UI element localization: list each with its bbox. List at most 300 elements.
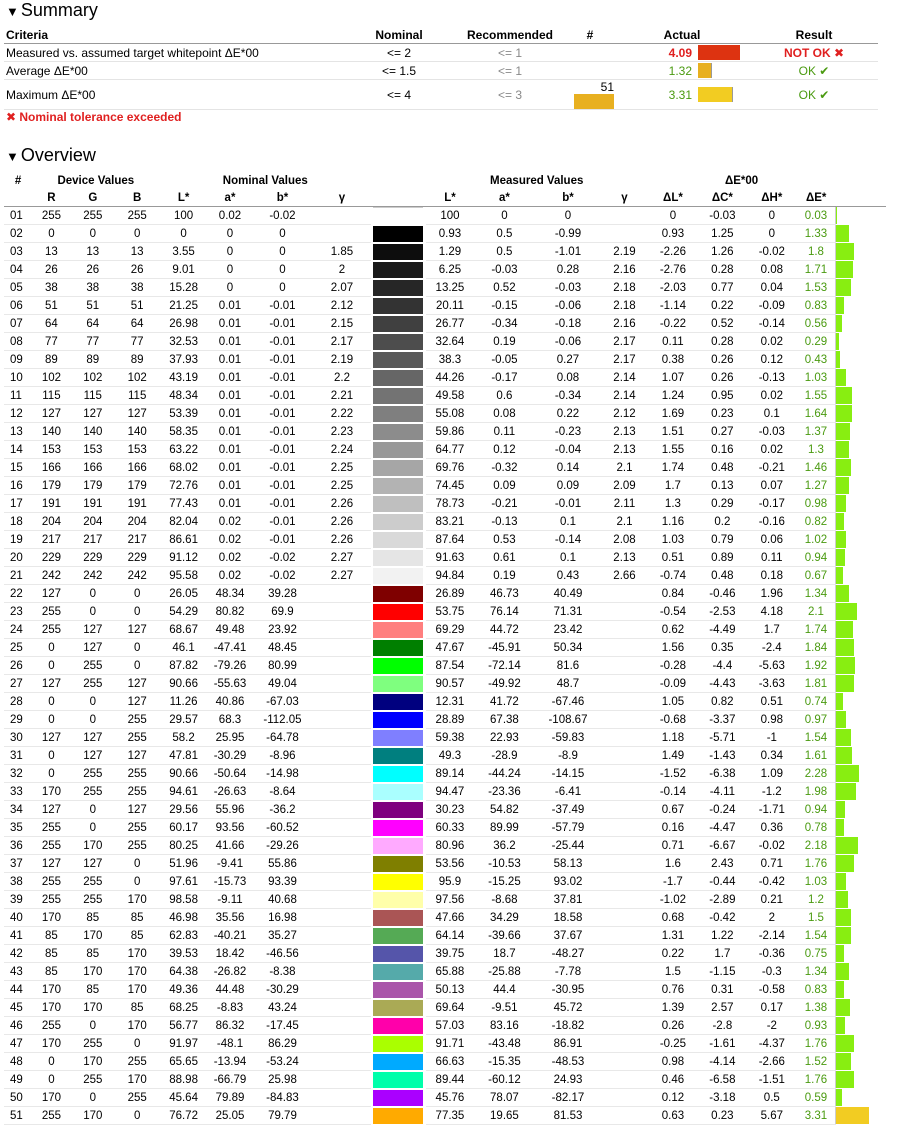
device-b: 127 bbox=[115, 693, 159, 711]
measured-l: 87.64 bbox=[426, 531, 474, 549]
delta-e-bar-cell bbox=[835, 1017, 886, 1035]
nominal-a: 0 bbox=[208, 243, 252, 261]
delta-l: -2.03 bbox=[648, 279, 698, 297]
measured-gamma bbox=[601, 1053, 647, 1071]
measured-b: 0.28 bbox=[535, 261, 602, 279]
delta-l: 1.69 bbox=[648, 405, 698, 423]
measured-l: 57.03 bbox=[426, 1017, 474, 1035]
nominal-gamma bbox=[313, 873, 372, 891]
overview-row bbox=[4, 387, 886, 405]
delta-l: 1.56 bbox=[648, 639, 698, 657]
measured-b: 23.42 bbox=[535, 621, 602, 639]
device-b: 170 bbox=[115, 1071, 159, 1089]
measured-gamma: 2.12 bbox=[601, 405, 647, 423]
swatch-cell bbox=[371, 567, 425, 585]
measured-l: 94.84 bbox=[426, 567, 474, 585]
actual-value: 4.09 bbox=[614, 44, 698, 62]
measured-b: -6.41 bbox=[535, 783, 602, 801]
delta-c: -5.71 bbox=[698, 729, 746, 747]
recommended-value: <= 3 bbox=[454, 80, 566, 110]
measured-l: 45.76 bbox=[426, 1089, 474, 1107]
nominal-l: 68.02 bbox=[159, 459, 207, 477]
measured-a: 19.65 bbox=[474, 1107, 535, 1125]
measured-gamma: 2.16 bbox=[601, 261, 647, 279]
device-r: 77 bbox=[32, 333, 70, 351]
nominal-gamma bbox=[313, 783, 372, 801]
delta-e-bar bbox=[836, 657, 855, 674]
nominal-b: -0.01 bbox=[252, 513, 313, 531]
delta-h: -2.4 bbox=[747, 639, 797, 657]
measured-a: -0.05 bbox=[474, 351, 535, 369]
measured-l: 30.23 bbox=[426, 801, 474, 819]
color-swatch bbox=[373, 532, 423, 548]
measured-gamma: 2.11 bbox=[601, 495, 647, 513]
measured-gamma bbox=[601, 639, 647, 657]
color-swatch bbox=[373, 928, 423, 944]
color-swatch bbox=[373, 892, 423, 908]
device-g: 0 bbox=[71, 693, 115, 711]
swatch-cell bbox=[371, 279, 425, 297]
delta-h: -2 bbox=[747, 1017, 797, 1035]
color-swatch bbox=[373, 460, 423, 476]
delta-e: 2.18 bbox=[797, 837, 835, 855]
device-r: 255 bbox=[32, 603, 70, 621]
nominal-b: -112.05 bbox=[252, 711, 313, 729]
delta-h: 0.07 bbox=[747, 477, 797, 495]
device-b: 77 bbox=[115, 333, 159, 351]
device-r: 85 bbox=[32, 945, 70, 963]
delta-l: -0.14 bbox=[648, 783, 698, 801]
device-r: 0 bbox=[32, 657, 70, 675]
color-swatch bbox=[373, 1036, 423, 1052]
measured-l: 87.54 bbox=[426, 657, 474, 675]
measured-a: 0.12 bbox=[474, 441, 535, 459]
overview-row bbox=[4, 855, 886, 873]
color-swatch bbox=[373, 424, 423, 440]
col-R: R bbox=[32, 189, 70, 207]
nominal-gamma: 2.23 bbox=[313, 423, 372, 441]
overview-row bbox=[4, 639, 886, 657]
nominal-l: 0 bbox=[159, 225, 207, 243]
delta-h: 4.18 bbox=[747, 603, 797, 621]
patch-index: 16 bbox=[4, 477, 32, 495]
measured-l: 53.56 bbox=[426, 855, 474, 873]
delta-e: 0.98 bbox=[797, 495, 835, 513]
device-r: 127 bbox=[32, 729, 70, 747]
device-g: 255 bbox=[71, 1071, 115, 1089]
measured-gamma bbox=[601, 783, 647, 801]
delta-l: -2.26 bbox=[648, 243, 698, 261]
delta-l: -0.74 bbox=[648, 567, 698, 585]
measured-a: 18.7 bbox=[474, 945, 535, 963]
nominal-b: -0.01 bbox=[252, 333, 313, 351]
overview-row bbox=[4, 441, 886, 459]
measured-a: 0.11 bbox=[474, 423, 535, 441]
delta-e: 1.02 bbox=[797, 531, 835, 549]
col-delta-C: ΔC* bbox=[698, 189, 746, 207]
measured-b: 48.7 bbox=[535, 675, 602, 693]
delta-e: 3.31 bbox=[797, 1107, 835, 1125]
measured-l: 100 bbox=[426, 207, 474, 225]
delta-e: 1.71 bbox=[797, 261, 835, 279]
delta-l: 1.6 bbox=[648, 855, 698, 873]
measured-a: -9.51 bbox=[474, 999, 535, 1017]
device-r: 170 bbox=[32, 1035, 70, 1053]
device-b: 255 bbox=[115, 729, 159, 747]
nominal-a: 86.32 bbox=[208, 1017, 252, 1035]
delta-e-bar-cell bbox=[835, 351, 886, 369]
overview-row bbox=[4, 747, 886, 765]
color-swatch bbox=[373, 1000, 423, 1016]
delta-c: 2.43 bbox=[698, 855, 746, 873]
swatch-cell bbox=[371, 693, 425, 711]
nominal-gamma: 2 bbox=[313, 261, 372, 279]
nominal-a: 68.3 bbox=[208, 711, 252, 729]
delta-e: 0.29 bbox=[797, 333, 835, 351]
nominal-a: 0.02 bbox=[208, 567, 252, 585]
nominal-b: 69.9 bbox=[252, 603, 313, 621]
patch-index: 21 bbox=[4, 567, 32, 585]
nominal-b: -17.45 bbox=[252, 1017, 313, 1035]
nominal-l: 26.98 bbox=[159, 315, 207, 333]
delta-e-bar bbox=[836, 495, 846, 512]
measured-a: 22.93 bbox=[474, 729, 535, 747]
delta-c: 0.89 bbox=[698, 549, 746, 567]
delta-l: 1.39 bbox=[648, 999, 698, 1017]
nominal-l: 51.96 bbox=[159, 855, 207, 873]
nominal-gamma bbox=[313, 1035, 372, 1053]
device-g: 64 bbox=[71, 315, 115, 333]
measured-a: 0 bbox=[474, 207, 535, 225]
nominal-gamma bbox=[313, 207, 372, 225]
delta-e-bar-cell bbox=[835, 855, 886, 873]
measured-gamma bbox=[601, 837, 647, 855]
nominal-b: -67.03 bbox=[252, 693, 313, 711]
measured-b: 0.1 bbox=[535, 513, 602, 531]
delta-c: 1.22 bbox=[698, 927, 746, 945]
measured-gamma bbox=[601, 1089, 647, 1107]
delta-e-bar bbox=[836, 801, 845, 818]
measured-gamma: 2.1 bbox=[601, 459, 647, 477]
patch-index: 06 bbox=[4, 297, 32, 315]
nominal-l: 32.53 bbox=[159, 333, 207, 351]
color-swatch bbox=[373, 802, 423, 818]
delta-e: 1.84 bbox=[797, 639, 835, 657]
delta-l: -1.7 bbox=[648, 873, 698, 891]
nominal-gamma: 2.26 bbox=[313, 495, 372, 513]
delta-e: 1.64 bbox=[797, 405, 835, 423]
measured-gamma: 2.18 bbox=[601, 297, 647, 315]
overview-row bbox=[4, 693, 886, 711]
device-b: 0 bbox=[115, 873, 159, 891]
measured-l: 47.67 bbox=[426, 639, 474, 657]
delta-e: 0.78 bbox=[797, 819, 835, 837]
measured-gamma: 2.14 bbox=[601, 387, 647, 405]
delta-l: 0.68 bbox=[648, 909, 698, 927]
delta-e-bar-cell bbox=[835, 333, 886, 351]
delta-e-bar bbox=[836, 441, 849, 458]
collapse-triangle-icon[interactable]: ▼ bbox=[6, 4, 19, 19]
device-r: 51 bbox=[32, 297, 70, 315]
nominal-a: 0.01 bbox=[208, 459, 252, 477]
device-b: 0 bbox=[115, 603, 159, 621]
delta-c: 0.26 bbox=[698, 369, 746, 387]
swatch-cell bbox=[371, 765, 425, 783]
overview-title[interactable]: ▼ Overview bbox=[6, 145, 96, 165]
nominal-a: 44.48 bbox=[208, 981, 252, 999]
delta-e-bar-cell bbox=[835, 513, 886, 531]
patch-index: 35 bbox=[4, 819, 32, 837]
nominal-l: 3.55 bbox=[159, 243, 207, 261]
summary-title[interactable]: ▼ Summary bbox=[6, 0, 98, 20]
delta-c: -0.03 bbox=[698, 207, 746, 225]
nominal-gamma bbox=[313, 801, 372, 819]
col-measured-b: b* bbox=[535, 189, 602, 207]
delta-e-bar bbox=[836, 585, 849, 602]
recommended-value: <= 1 bbox=[454, 44, 566, 62]
patch-index: 04 bbox=[4, 261, 32, 279]
measured-b: -48.27 bbox=[535, 945, 602, 963]
nominal-a: 18.42 bbox=[208, 945, 252, 963]
overview-row bbox=[4, 351, 886, 369]
summary-header-nominal: Nominal bbox=[344, 26, 454, 44]
nominal-l: 62.83 bbox=[159, 927, 207, 945]
device-r: 85 bbox=[32, 927, 70, 945]
patch-index: 32 bbox=[4, 765, 32, 783]
delta-e-bar-cell bbox=[835, 1053, 886, 1071]
delta-e-bar bbox=[836, 1017, 845, 1034]
measured-b: -0.06 bbox=[535, 297, 602, 315]
nominal-l: 95.58 bbox=[159, 567, 207, 585]
delta-e-bar bbox=[836, 1089, 842, 1106]
measured-a: 44.72 bbox=[474, 621, 535, 639]
patch-index: 47 bbox=[4, 1035, 32, 1053]
measured-l: 53.75 bbox=[426, 603, 474, 621]
measured-b: 0.43 bbox=[535, 567, 602, 585]
delta-c: -3.18 bbox=[698, 1089, 746, 1107]
device-r: 255 bbox=[32, 819, 70, 837]
delta-c: -3.37 bbox=[698, 711, 746, 729]
delta-h: -1 bbox=[747, 729, 797, 747]
nominal-b: -0.01 bbox=[252, 495, 313, 513]
measured-gamma bbox=[601, 819, 647, 837]
delta-e-bar bbox=[836, 873, 846, 890]
delta-e-bar bbox=[836, 315, 842, 332]
measured-b: -8.9 bbox=[535, 747, 602, 765]
nominal-gamma bbox=[313, 729, 372, 747]
delta-e: 0.82 bbox=[797, 513, 835, 531]
delta-e-bar-cell bbox=[835, 495, 886, 513]
nominal-l: 43.19 bbox=[159, 369, 207, 387]
measured-a: 0.19 bbox=[474, 333, 535, 351]
measured-b: 81.6 bbox=[535, 657, 602, 675]
overview-row bbox=[4, 207, 886, 225]
nominal-l: 29.56 bbox=[159, 801, 207, 819]
measured-b: -0.14 bbox=[535, 531, 602, 549]
nominal-b: -0.01 bbox=[252, 369, 313, 387]
nominal-b: -8.38 bbox=[252, 963, 313, 981]
overview-row bbox=[4, 711, 886, 729]
measured-l: 97.56 bbox=[426, 891, 474, 909]
delta-e: 1.37 bbox=[797, 423, 835, 441]
col-nominal-a: a* bbox=[208, 189, 252, 207]
nominal-a: -79.26 bbox=[208, 657, 252, 675]
patch-index: 10 bbox=[4, 369, 32, 387]
overview-row bbox=[4, 495, 886, 513]
patch-index: 27 bbox=[4, 675, 32, 693]
measured-b: -0.34 bbox=[535, 387, 602, 405]
swatch-cell bbox=[371, 711, 425, 729]
nominal-l: 90.66 bbox=[159, 765, 207, 783]
device-g: 170 bbox=[71, 837, 115, 855]
device-b: 217 bbox=[115, 531, 159, 549]
measured-a: -0.15 bbox=[474, 297, 535, 315]
delta-e-bar-cell bbox=[835, 1035, 886, 1053]
patch-index: 23 bbox=[4, 603, 32, 621]
delta-e-bar bbox=[836, 765, 859, 782]
patch-index: 49 bbox=[4, 1071, 32, 1089]
delta-e-bar bbox=[836, 837, 858, 854]
measured-a: -49.92 bbox=[474, 675, 535, 693]
measured-l: 66.63 bbox=[426, 1053, 474, 1071]
delta-c: -4.47 bbox=[698, 819, 746, 837]
nominal-b: -84.83 bbox=[252, 1089, 313, 1107]
measured-a: 36.2 bbox=[474, 837, 535, 855]
delta-c: -0.46 bbox=[698, 585, 746, 603]
device-g: 127 bbox=[71, 639, 115, 657]
delta-e-bar-cell bbox=[835, 747, 886, 765]
measured-a: -0.13 bbox=[474, 513, 535, 531]
device-r: 179 bbox=[32, 477, 70, 495]
color-swatch bbox=[373, 316, 423, 332]
delta-e: 1.33 bbox=[797, 225, 835, 243]
device-b: 51 bbox=[115, 297, 159, 315]
nominal-gamma bbox=[313, 909, 372, 927]
summary-header-criteria: Criteria bbox=[4, 26, 344, 44]
nominal-l: 91.97 bbox=[159, 1035, 207, 1053]
measured-a: 0.52 bbox=[474, 279, 535, 297]
result-status: OK ✔ bbox=[750, 80, 878, 110]
measured-l: 32.64 bbox=[426, 333, 474, 351]
delta-e: 0.75 bbox=[797, 945, 835, 963]
measured-a: -0.17 bbox=[474, 369, 535, 387]
delta-e-bar bbox=[836, 945, 844, 962]
device-r: 255 bbox=[32, 621, 70, 639]
measured-l: 80.96 bbox=[426, 837, 474, 855]
measured-b: -67.46 bbox=[535, 693, 602, 711]
measured-l: 13.25 bbox=[426, 279, 474, 297]
delta-h: 2 bbox=[747, 909, 797, 927]
swatch-cell bbox=[371, 405, 425, 423]
measured-l: 65.88 bbox=[426, 963, 474, 981]
color-swatch bbox=[373, 820, 423, 836]
nominal-gamma bbox=[313, 891, 372, 909]
device-g: 255 bbox=[71, 873, 115, 891]
delta-e: 0.97 bbox=[797, 711, 835, 729]
nominal-b: 0 bbox=[252, 279, 313, 297]
delta-e: 2.1 bbox=[797, 603, 835, 621]
device-b: 0 bbox=[115, 1035, 159, 1053]
nominal-gamma: 2.25 bbox=[313, 459, 372, 477]
delta-e-bar bbox=[836, 729, 851, 746]
delta-e-bar bbox=[836, 783, 856, 800]
device-r: 255 bbox=[32, 873, 70, 891]
measured-a: 67.38 bbox=[474, 711, 535, 729]
measured-l: 74.45 bbox=[426, 477, 474, 495]
patch-index: 18 bbox=[4, 513, 32, 531]
delta-l: 0.67 bbox=[648, 801, 698, 819]
nominal-b: -14.98 bbox=[252, 765, 313, 783]
color-swatch bbox=[373, 244, 423, 260]
delta-e-bar-cell bbox=[835, 405, 886, 423]
color-swatch bbox=[373, 1108, 423, 1124]
nominal-b: -8.96 bbox=[252, 747, 313, 765]
device-g: 0 bbox=[71, 1089, 115, 1107]
delta-e-bar-cell bbox=[835, 675, 886, 693]
patch-index: 30 bbox=[4, 729, 32, 747]
delta-l: 0.22 bbox=[648, 945, 698, 963]
delta-c: -1.61 bbox=[698, 1035, 746, 1053]
device-g: 153 bbox=[71, 441, 115, 459]
device-r: 127 bbox=[32, 675, 70, 693]
nominal-l: 63.22 bbox=[159, 441, 207, 459]
color-swatch bbox=[373, 622, 423, 638]
measured-gamma: 2.13 bbox=[601, 549, 647, 567]
delta-e-bar bbox=[836, 927, 851, 944]
actual-bar bbox=[698, 45, 740, 60]
delta-l: -0.54 bbox=[648, 603, 698, 621]
device-b: 115 bbox=[115, 387, 159, 405]
overview-row bbox=[4, 225, 886, 243]
device-r: 255 bbox=[32, 837, 70, 855]
overview-row bbox=[4, 279, 886, 297]
delta-e-bar bbox=[836, 297, 844, 314]
delta-c: -6.38 bbox=[698, 765, 746, 783]
nominal-b: -53.24 bbox=[252, 1053, 313, 1071]
measured-l: 47.66 bbox=[426, 909, 474, 927]
delta-e-bar-cell bbox=[835, 729, 886, 747]
nominal-a: 93.56 bbox=[208, 819, 252, 837]
measured-l: 50.13 bbox=[426, 981, 474, 999]
collapse-triangle-icon[interactable]: ▼ bbox=[6, 149, 19, 164]
delta-e-bar-cell bbox=[835, 387, 886, 405]
measured-gamma bbox=[601, 711, 647, 729]
overview-row bbox=[4, 999, 886, 1017]
color-swatch bbox=[373, 478, 423, 494]
delta-h: 0.18 bbox=[747, 567, 797, 585]
nominal-gamma bbox=[313, 621, 372, 639]
color-swatch bbox=[373, 856, 423, 872]
nominal-a: 48.34 bbox=[208, 585, 252, 603]
overview-row bbox=[4, 603, 886, 621]
nominal-l: 46.98 bbox=[159, 909, 207, 927]
nominal-gamma bbox=[313, 765, 372, 783]
color-swatch bbox=[373, 406, 423, 422]
device-g: 0 bbox=[71, 801, 115, 819]
measured-b: -0.03 bbox=[535, 279, 602, 297]
measured-l: 49.3 bbox=[426, 747, 474, 765]
nominal-l: 68.67 bbox=[159, 621, 207, 639]
col-delta-L: ΔL* bbox=[648, 189, 698, 207]
measured-a: -23.36 bbox=[474, 783, 535, 801]
nominal-b: -29.26 bbox=[252, 837, 313, 855]
device-g: 13 bbox=[71, 243, 115, 261]
device-g: 127 bbox=[71, 621, 115, 639]
nominal-a: -50.64 bbox=[208, 765, 252, 783]
delta-h: -1.71 bbox=[747, 801, 797, 819]
device-r: 153 bbox=[32, 441, 70, 459]
color-swatch bbox=[373, 550, 423, 566]
